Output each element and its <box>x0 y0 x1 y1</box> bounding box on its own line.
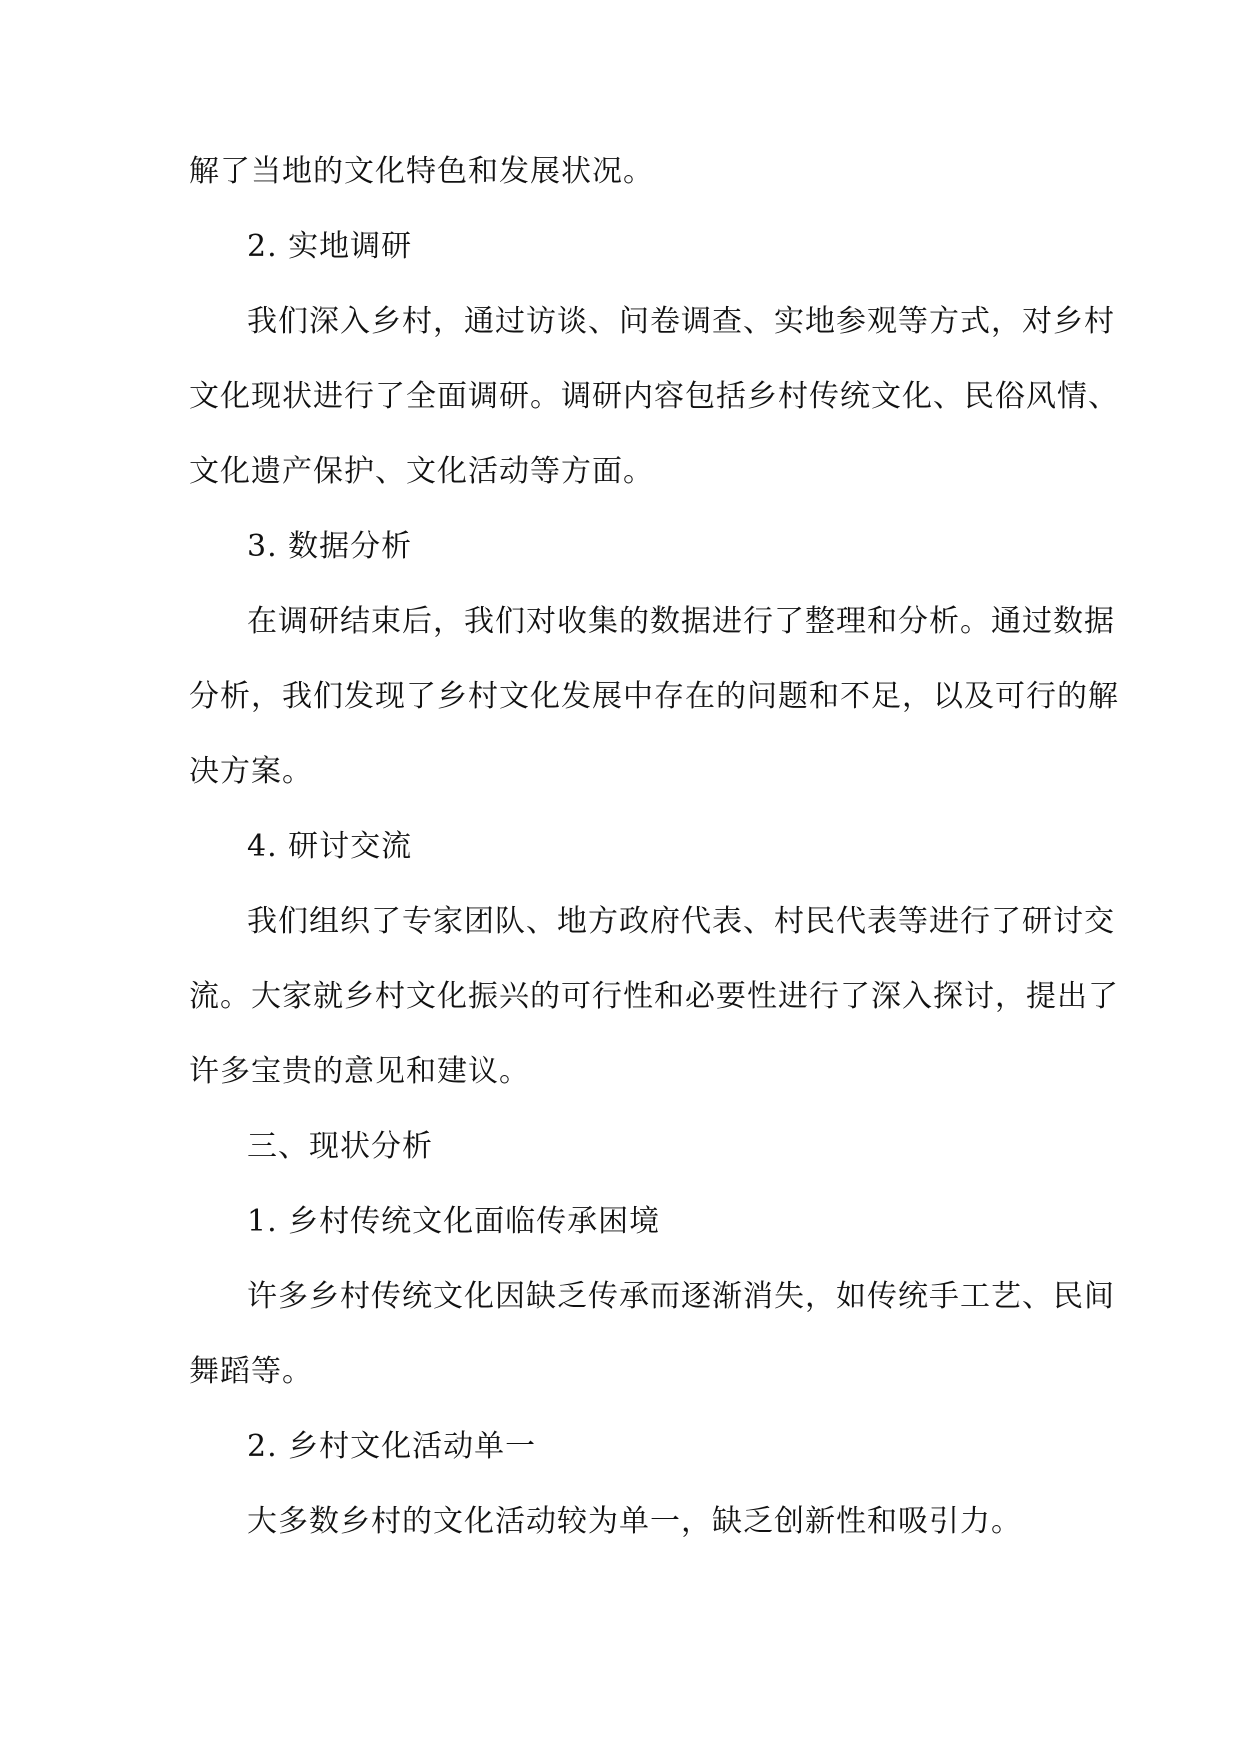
paragraph-line: 在调研结束后，我们对收集的数据进行了整理和分析。通过数据 <box>247 604 1115 639</box>
paragraph-line: 舞蹈等。 <box>189 1354 313 1389</box>
paragraph-line: 大多数乡村的文化活动较为单一，缺乏创新性和吸引力。 <box>247 1504 1022 1539</box>
paragraph-line: 分析，我们发现了乡村文化发展中存在的问题和不足，以及可行的解 <box>189 679 1119 714</box>
section-heading: 4. 研讨交流 <box>247 829 413 864</box>
section-heading: 1. 乡村传统文化面临传承困境 <box>247 1204 661 1239</box>
section-heading: 2. 实地调研 <box>247 229 413 264</box>
paragraph-line: 许多乡村传统文化因缺乏传承而逐渐消失，如传统手工艺、民间 <box>247 1279 1115 1314</box>
paragraph-line: 流。大家就乡村文化振兴的可行性和必要性进行了深入探讨，提出了 <box>189 979 1119 1014</box>
document-body <box>189 142 1119 1567</box>
paragraph-line: 决方案。 <box>189 754 313 789</box>
paragraph-line: 许多宝贵的意见和建议。 <box>189 1054 530 1089</box>
paragraph-line: 文化现状进行了全面调研。调研内容包括乡村传统文化、民俗风情、 <box>189 379 1119 414</box>
chapter-heading: 三、现状分析 <box>247 1129 433 1164</box>
paragraph-line: 解了当地的文化特色和发展状况。 <box>189 154 654 189</box>
paragraph-line: 我们组织了专家团队、地方政府代表、村民代表等进行了研讨交 <box>247 904 1115 939</box>
paragraph-line: 我们深入乡村，通过访谈、问卷调查、实地参观等方式，对乡村 <box>247 304 1115 339</box>
section-heading: 3. 数据分析 <box>247 529 413 564</box>
section-heading: 2. 乡村文化活动单一 <box>247 1429 537 1464</box>
paragraph-line: 文化遗产保护、文化活动等方面。 <box>189 454 654 489</box>
